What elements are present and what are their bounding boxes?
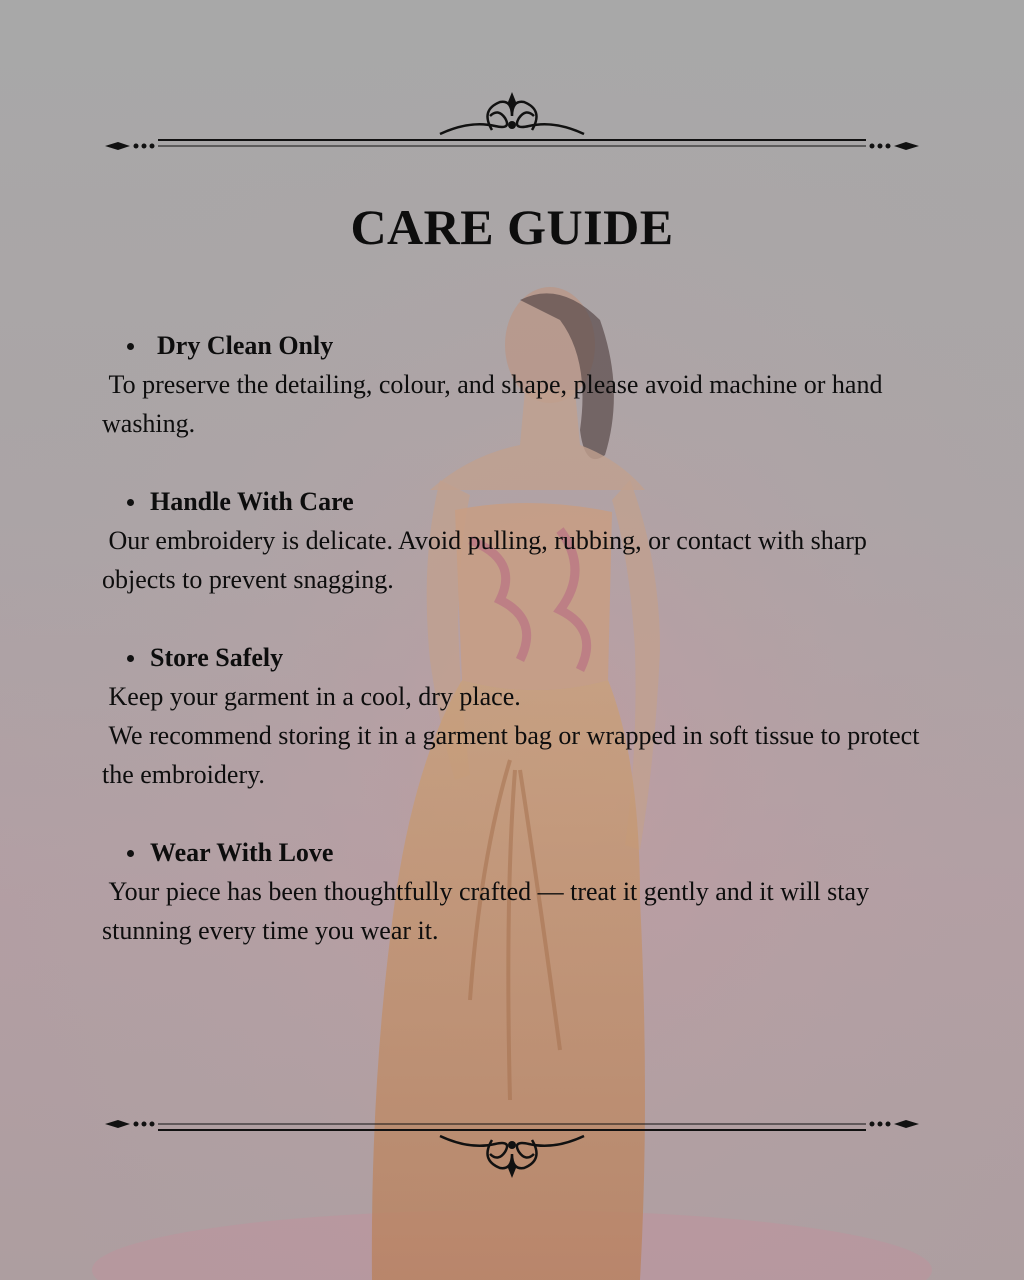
care-item-heading: Store Safely	[150, 643, 284, 672]
care-item-heading: Wear With Love	[150, 838, 334, 867]
care-item-text: Our embroidery is delicate. Avoid pulling, rubbing, or contact with sharp objects to prevent snagging.	[102, 526, 874, 594]
bullet-icon	[127, 343, 134, 350]
bullet-icon	[127, 850, 134, 857]
care-item-text: Your piece has been thoughtfully crafted — treat it gently and it will stay stunning every time you wear it.	[102, 877, 876, 945]
page-title: CARE GUIDE	[350, 199, 674, 255]
care-instructions-list	[102, 326, 932, 989]
bullet-icon	[127, 655, 134, 662]
care-item-text: Keep your garment in a cool, dry place. We recommend storing it in a garment bag or wrapped in soft tissue to protect the embroidery.	[102, 682, 920, 789]
care-item-heading: Dry Clean Only	[157, 331, 334, 360]
care-item-heading: Handle With Care	[150, 487, 354, 516]
care-item	[102, 482, 932, 599]
care-item	[102, 833, 932, 950]
top-divider-ornament	[100, 80, 924, 190]
care-item	[102, 326, 932, 443]
bottom-divider-ornament	[100, 1090, 924, 1200]
care-item-text: To preserve the detailing, colour, and shape, please avoid machine or hand washing.	[102, 370, 889, 438]
bullet-icon	[127, 499, 134, 506]
care-item	[102, 638, 932, 794]
